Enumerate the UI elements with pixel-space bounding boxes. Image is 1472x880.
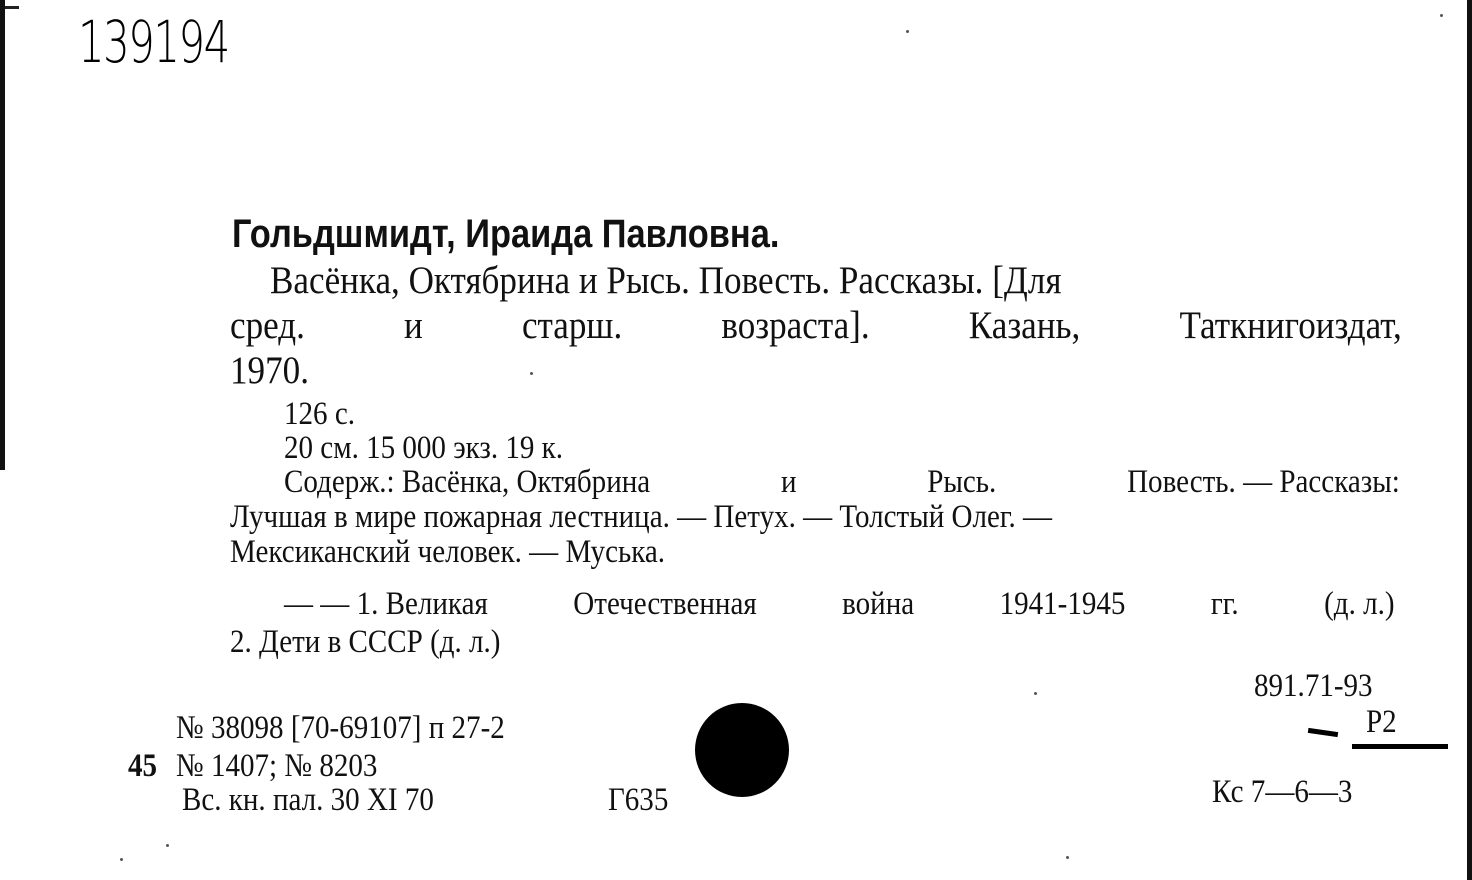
subject-part: война	[842, 586, 915, 622]
title-word: старш.	[521, 304, 623, 347]
kc-code: Кс 7—6—3	[1212, 774, 1353, 810]
title-line-1: Васёнка, Октябрина и Рысь. Повесть. Рассказы. [Для	[270, 259, 1062, 302]
contents-line-2: Лучшая в мире пожарная лестница. — Петух. — Толстый Олег. —	[230, 499, 1053, 535]
speck	[906, 30, 909, 33]
subject-part: — — 1. Великая	[284, 586, 488, 622]
contents-part: Содерж.: Васёнка, Октябрина	[284, 464, 651, 500]
speck	[530, 372, 533, 375]
title-line-3: 1970.	[230, 349, 309, 392]
physical-details: 20 см. 15 000 экз. 19 к.	[284, 430, 564, 466]
speck	[1440, 14, 1443, 17]
title-word: сред.	[230, 304, 305, 347]
udc-index: 891.71-93	[1254, 668, 1373, 704]
subject-part: (д. л.)	[1324, 586, 1395, 622]
contents-part: Рысь.	[927, 464, 997, 500]
punch-hole	[695, 703, 789, 797]
subjects-line-1	[284, 586, 1395, 623]
speck	[1066, 856, 1069, 859]
pages: 126 с.	[284, 396, 355, 432]
contents-line-3: Мексиканский человек. — Муська.	[230, 534, 666, 570]
speck	[1034, 692, 1037, 695]
handwritten-inventory-number: 139194	[78, 8, 229, 76]
subjects-line-2: 2. Дети в СССР (д. л.)	[230, 624, 501, 660]
speck	[120, 858, 123, 861]
contents-part: и	[780, 464, 797, 500]
card-left-edge	[0, 0, 5, 470]
card-right-edge	[1467, 0, 1472, 880]
registration-line-1: № 38098 [70-69107] п 27-2	[176, 710, 505, 746]
shelf-mark: Р2	[1366, 704, 1397, 740]
contents-part: Повесть. — Рассказы:	[1127, 464, 1400, 500]
contents-line-1	[284, 464, 1400, 501]
title-word: возраста].	[721, 304, 870, 347]
title-word: Таткнигоиздат,	[1179, 304, 1402, 347]
registration-prefix: 45	[128, 748, 158, 784]
speck	[166, 844, 169, 847]
shelf-mark-dash	[1308, 728, 1338, 737]
subject-part: 1941-1945	[999, 586, 1126, 622]
registration-line-3: Вс. кн. пал. 30 XI 70	[182, 782, 434, 818]
registration-line-2: № 1407; № 8203	[176, 748, 378, 784]
shelf-mark-underline	[1352, 744, 1448, 749]
title-line-2	[230, 303, 1402, 348]
corner-mark	[5, 6, 19, 9]
title-word: и	[404, 304, 423, 347]
printing-code: Г635	[608, 782, 669, 818]
subject-part: Отечественная	[573, 586, 757, 622]
author-heading: Гольдшмидт, Ираида Павловна.	[232, 212, 780, 256]
subject-part: гг.	[1210, 586, 1239, 622]
title-word: Казань,	[968, 304, 1081, 347]
